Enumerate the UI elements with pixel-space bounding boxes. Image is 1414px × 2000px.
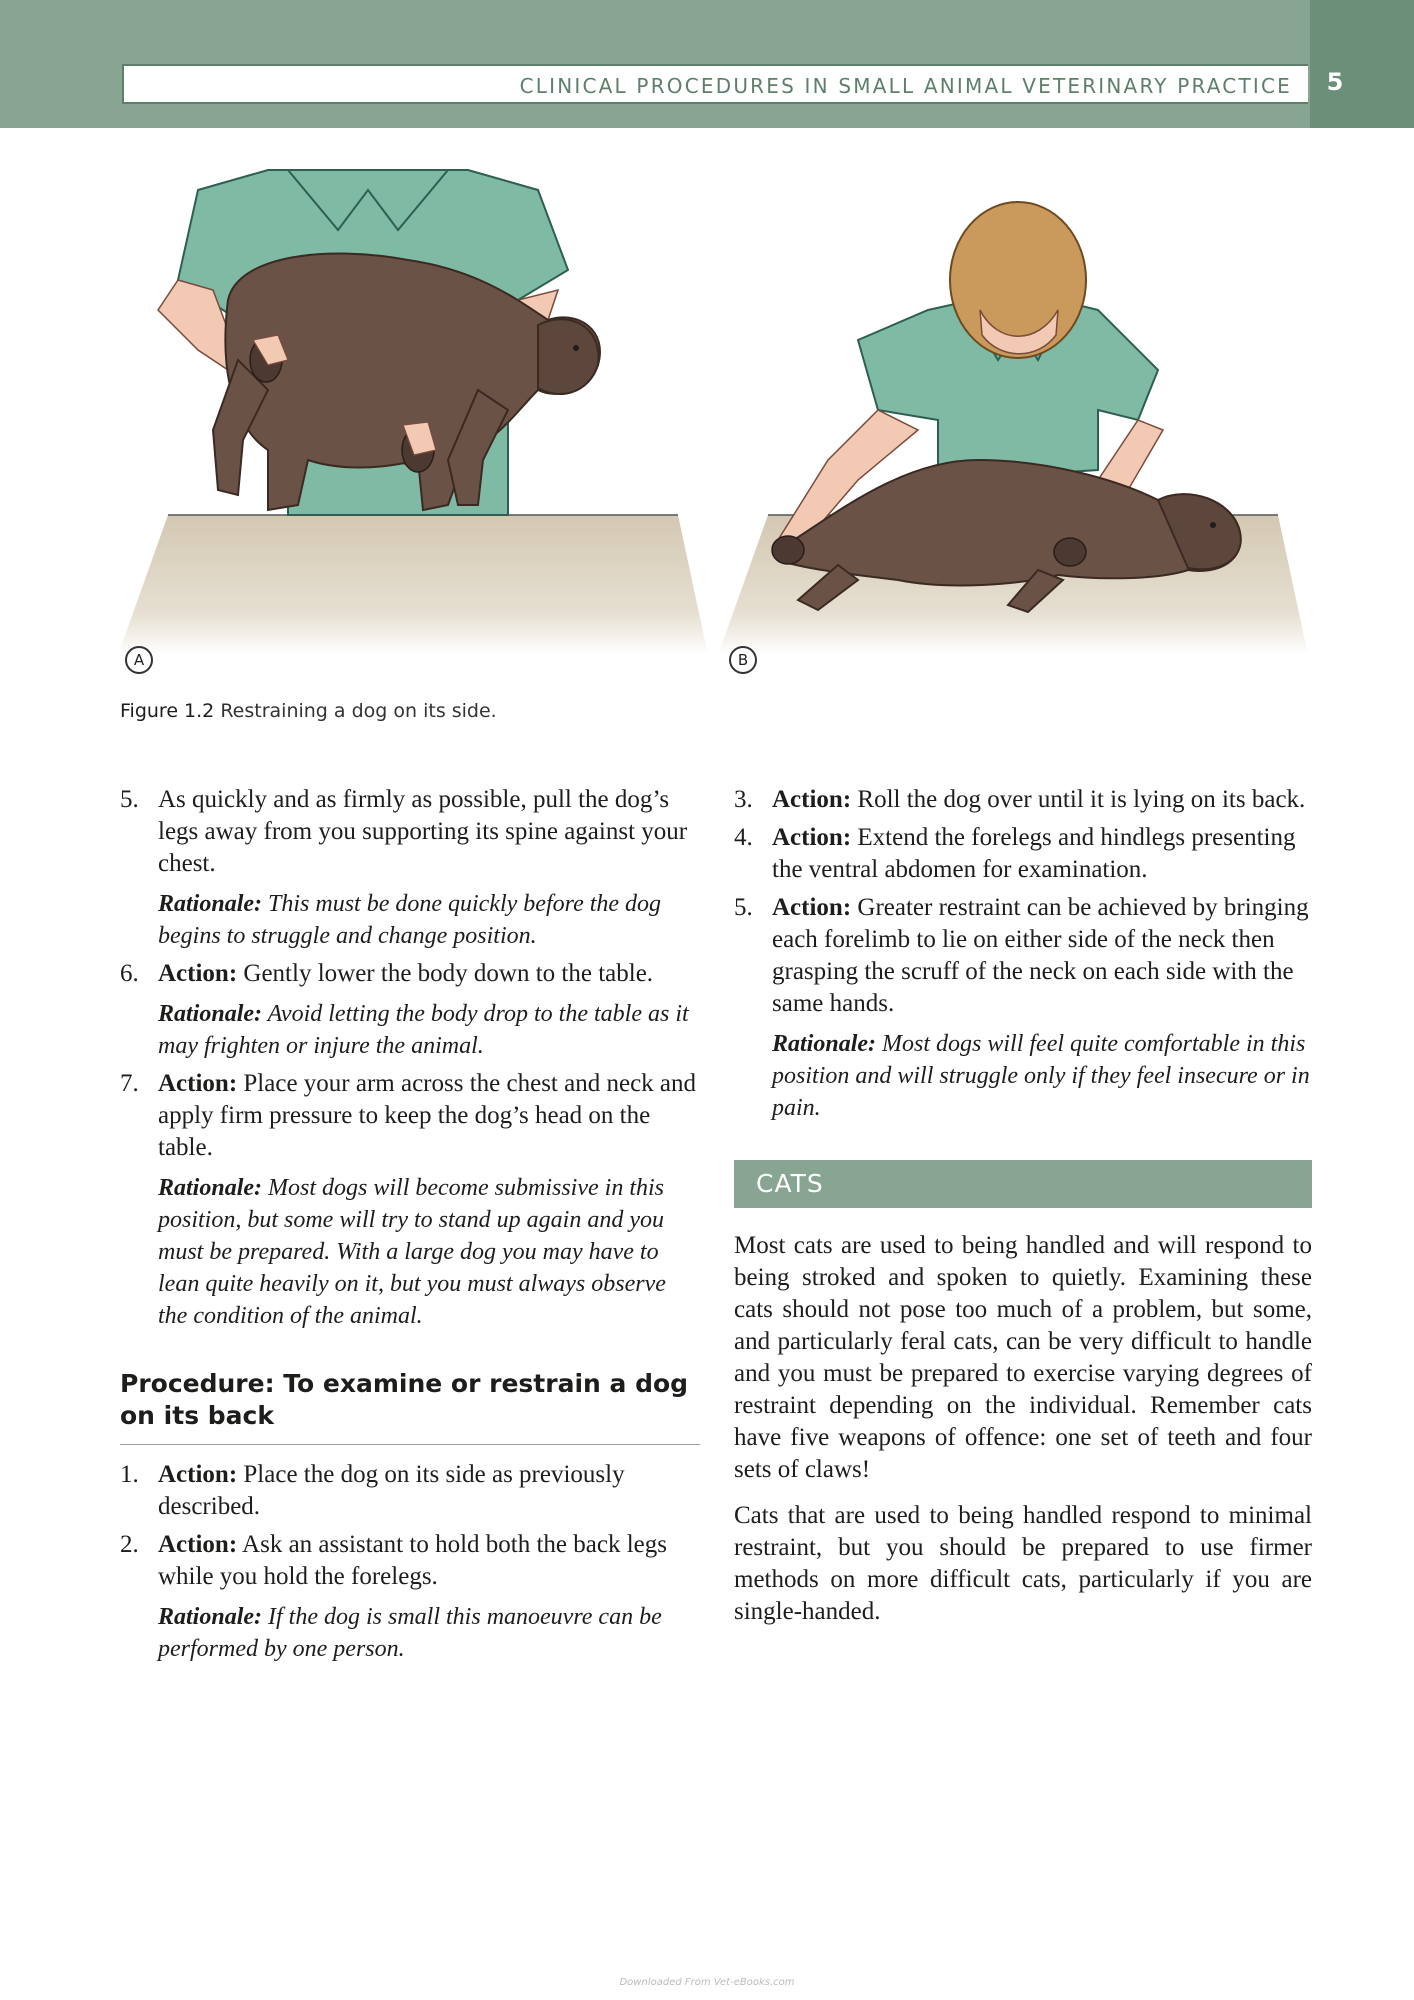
action-text: Ask an assistant to hold both the back legs while you hold the forelegs. xyxy=(158,1531,667,1590)
item-number: 4. xyxy=(734,824,753,851)
rationale xyxy=(772,1028,1312,1124)
rationale-text: Most dogs will become submissive in this position, but some will try to stand up again and you must be prepared. With a large dog you may have to lean quite heavily on it, but you must always observe the condition of the animal. xyxy=(158,1175,666,1329)
rationale-text: Most dogs will feel quite comfortable in this position and will struggle only if they feel insecure or in pain. xyxy=(772,1031,1310,1121)
action-text: Gently lower the body down to the table. xyxy=(243,960,654,987)
paragraph: Cats that are used to being handled respond to minimal restraint, but you should be prepared to use firmer methods on more difficult cats, particularly if you are single-handed. xyxy=(734,1502,1312,1625)
item-number: 5. xyxy=(734,894,753,921)
list-item xyxy=(120,958,700,1062)
item-text xyxy=(158,1529,700,1593)
rationale-lead: Rationale: xyxy=(158,1001,263,1027)
running-title: CLINICAL PROCEDURES IN SMALL ANIMAL VETERINARY PRACTICE xyxy=(519,74,1292,98)
item-text xyxy=(158,1459,700,1523)
list-item xyxy=(120,1529,700,1665)
figure-caption xyxy=(120,700,497,722)
panel-label-a: A xyxy=(125,646,153,674)
illustration-dog-held-standing xyxy=(118,160,708,655)
action-lead: Action: xyxy=(158,1070,238,1097)
action-text: Roll the dog over until it is lying on its back. xyxy=(857,786,1306,813)
list-item xyxy=(120,1459,700,1523)
action-text: Place your arm across the chest and neck and apply firm pressure to keep the dog’s head on the table. xyxy=(158,1070,697,1161)
action-lead: Action: xyxy=(772,824,852,851)
panel-label-b: B xyxy=(729,646,757,674)
rationale-text: This must be done quickly before the dog begins to struggle and change position. xyxy=(158,891,662,949)
action-lead: Action: xyxy=(158,1461,238,1488)
rationale-lead: Rationale: xyxy=(772,1031,877,1057)
section-heading-cats: CATS xyxy=(734,1160,1312,1208)
figure-panel-b xyxy=(718,160,1308,655)
item-text: As quickly and as firmly as possible, pull the dog’s legs away from you supporting its spine against your chest. xyxy=(158,786,688,877)
footer-watermark: Downloaded From Vet-eBooks.com xyxy=(619,1977,795,1988)
item-text xyxy=(158,958,700,990)
right-column xyxy=(734,784,1312,1642)
item-number: 7. xyxy=(120,1070,139,1097)
rationale-text: Avoid letting the body drop to the table as it may frighten or injure the animal. xyxy=(158,1001,689,1059)
running-title-box xyxy=(122,64,1308,104)
list-item xyxy=(734,822,1312,886)
item-number: 5. xyxy=(120,786,139,813)
figure-caption-text: Restraining a dog on its side. xyxy=(220,700,497,722)
item-text xyxy=(772,784,1312,816)
item-text xyxy=(158,1068,700,1164)
list-item xyxy=(734,892,1312,1124)
figure-number: Figure 1.2 xyxy=(120,700,215,722)
item-number: 1. xyxy=(120,1461,139,1488)
rationale-text: If the dog is small this manoeuvre can be performed by one person. xyxy=(158,1604,662,1662)
action-lead: Action: xyxy=(158,960,238,987)
rationale-lead: Rationale: xyxy=(158,1175,263,1201)
page-number: 5 xyxy=(1326,68,1344,96)
rationale xyxy=(158,1601,700,1665)
rationale-lead: Rationale: xyxy=(158,1604,263,1630)
action-text: Extend the forelegs and hindlegs presenting the ventral abdomen for examination. xyxy=(772,824,1296,883)
action-text: Place the dog on its side as previously described. xyxy=(158,1461,625,1520)
item-text xyxy=(772,822,1312,886)
rationale xyxy=(158,888,700,952)
left-column xyxy=(120,784,700,1671)
paragraph: Most cats are used to being handled and will respond to being stroked and spoken to quietly. Examining these cats should not pose too much of a problem, but some, and particularly feral cats, can be very difficult to handle and you must be prepared to exercise varying degrees of restraint depending on the individual. Remember cats have five weapons of offence: one set of teeth and four sets of claws! xyxy=(734,1232,1312,1483)
figure-panel-a xyxy=(118,160,708,655)
item-number: 2. xyxy=(120,1531,139,1558)
list-item xyxy=(120,784,700,952)
illustration-dog-lying-side xyxy=(718,160,1308,655)
table-surface xyxy=(118,515,708,655)
item-text xyxy=(772,892,1312,1020)
page-number-tab xyxy=(1310,0,1414,128)
procedure-heading: Procedure: To examine or restrain a dog on its back xyxy=(120,1368,700,1445)
action-lead: Action: xyxy=(772,894,852,921)
item-number: 6. xyxy=(120,960,139,987)
action-text: Greater restraint can be achieved by bringing each forelimb to lie on either side of the neck then grasping the scruff of the neck on each side with the same hands. xyxy=(772,894,1309,1017)
list-item xyxy=(734,784,1312,816)
action-lead: Action: xyxy=(772,786,852,813)
rationale xyxy=(158,1172,700,1332)
action-lead: Action: xyxy=(158,1531,238,1558)
handler-hair xyxy=(950,202,1086,358)
rationale xyxy=(158,998,700,1062)
list-item xyxy=(120,1068,700,1332)
rationale-lead: Rationale: xyxy=(158,891,263,917)
item-number: 3. xyxy=(734,786,753,813)
